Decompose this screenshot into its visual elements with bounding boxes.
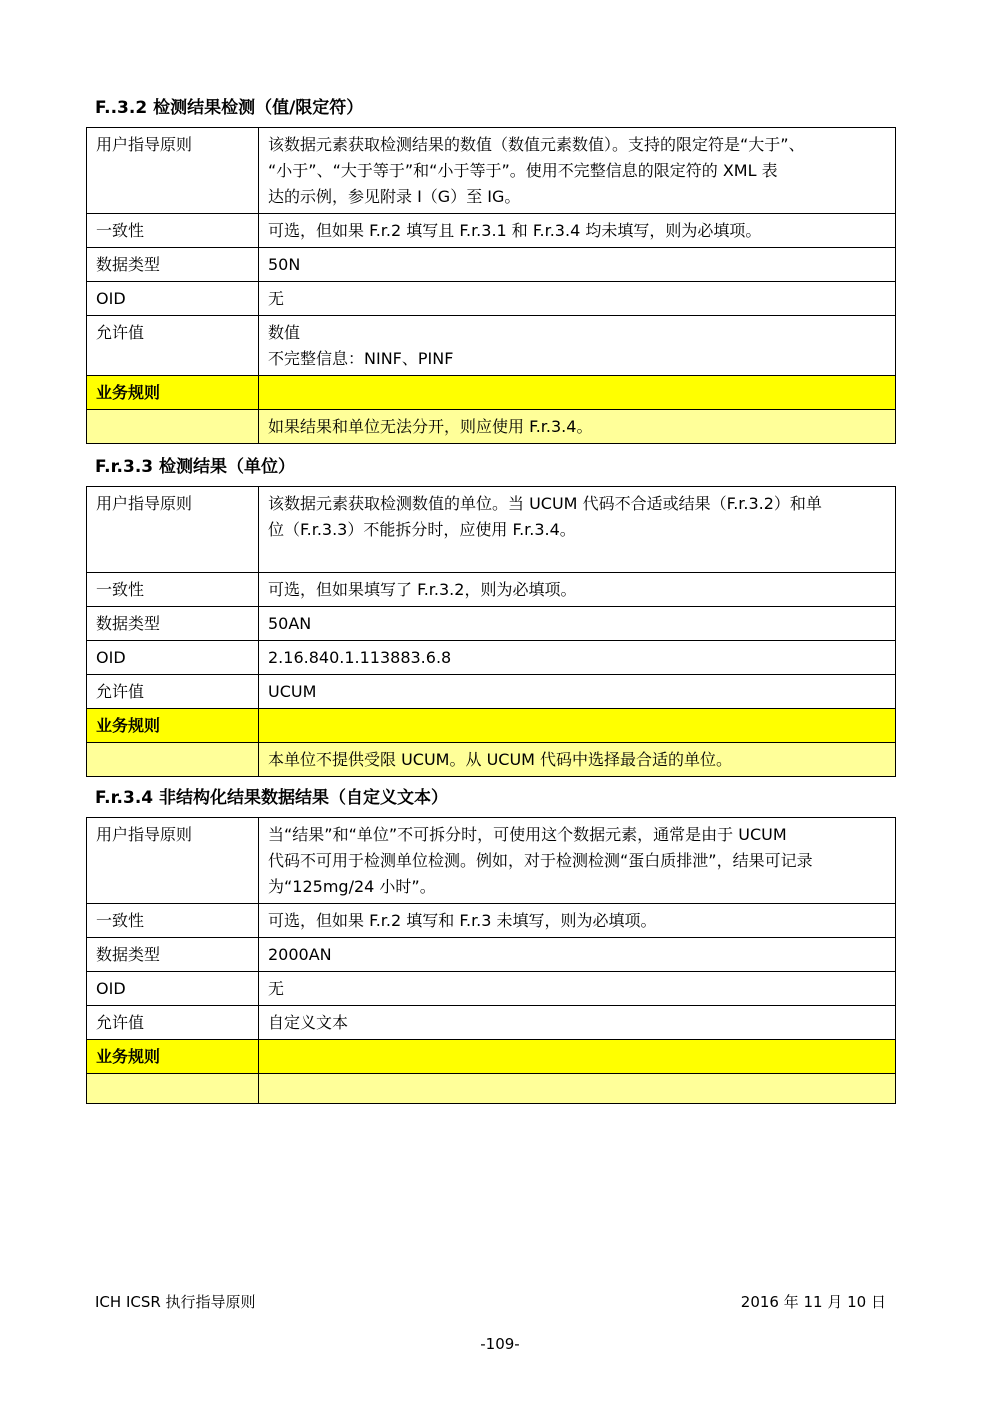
business-rules-empty-cell — [87, 743, 259, 777]
section-f-r-3-4 — [86, 784, 895, 1104]
value-line: 代码不可用于检测单位检测。例如，对于检测检测“蛋白质排泄”，结果可记录 — [268, 851, 813, 870]
row-value: 2000AN — [259, 938, 896, 972]
row-value: 自定义文本 — [259, 1006, 896, 1040]
row-value — [259, 128, 896, 214]
row-value — [259, 818, 896, 904]
section-f-r-3-3 — [86, 453, 895, 777]
row-value — [259, 316, 896, 376]
value-line: 数值 — [268, 323, 301, 342]
table-row-conformance — [87, 904, 896, 938]
page-number: -109- — [480, 1335, 520, 1353]
business-rules-label: 业务规则 — [87, 709, 259, 743]
row-label: 一致性 — [87, 573, 259, 607]
row-value — [259, 487, 896, 573]
section-heading: F..3.2 检测结果检测（值/限定符） — [95, 98, 364, 118]
business-rules-header — [87, 1040, 896, 1074]
row-label: 用户指导原则 — [87, 818, 259, 904]
table-row-guidance — [87, 818, 896, 904]
business-rules-row — [87, 410, 896, 444]
table-row-datatype — [87, 938, 896, 972]
row-value: 可选，但如果 F.r.2 填写和 F.r.3 未填写，则为必填项。 — [259, 904, 896, 938]
row-label: 允许值 — [87, 316, 259, 376]
row-value: UCUM — [259, 675, 896, 709]
table-row-oid — [87, 641, 896, 675]
row-value: 50AN — [259, 607, 896, 641]
row-label: OID — [87, 282, 259, 316]
definition-table — [86, 127, 896, 444]
footer-left-title: ICH ICSR 执行指导原则 — [95, 1293, 256, 1311]
value-line: 当“结果”和“单位”不可拆分时，可使用这个数据元素，通常是由于 UCUM — [268, 825, 787, 844]
table-row-datatype — [87, 248, 896, 282]
business-rules-header-cell — [259, 376, 896, 410]
footer-date: 2016 年 11 月 10 日 — [740, 1293, 886, 1311]
value-line: 该数据元素获取检测数值的单位。当 UCUM 代码不合适或结果（F.r.3.2）和单 — [268, 494, 822, 513]
row-value: 无 — [259, 282, 896, 316]
section-heading: F.r.3.3 检测结果（单位） — [95, 457, 296, 477]
row-label: 允许值 — [87, 675, 259, 709]
row-label: 允许值 — [87, 1006, 259, 1040]
section-f-r-3-2 — [86, 94, 895, 444]
value-line: 达的示例，参见附录 I（G）至 IG。 — [268, 187, 521, 206]
row-label: 用户指导原则 — [87, 128, 259, 214]
business-rules-row — [87, 743, 896, 777]
row-label: 数据类型 — [87, 938, 259, 972]
row-value: 可选，但如果填写了 F.r.3.2，则为必填项。 — [259, 573, 896, 607]
business-rules-text — [259, 1074, 896, 1104]
row-value: 50N — [259, 248, 896, 282]
business-rules-header-cell — [259, 709, 896, 743]
table-row-datatype — [87, 607, 896, 641]
row-label: OID — [87, 972, 259, 1006]
value-line: 位（F.r.3.3）不能拆分时，应使用 F.r.3.4。 — [268, 520, 576, 539]
table-row-conformance — [87, 214, 896, 248]
table-row-allowed-values — [87, 675, 896, 709]
definition-table — [86, 486, 896, 777]
table-row-allowed-values — [87, 1006, 896, 1040]
row-label: OID — [87, 641, 259, 675]
business-rules-text: 本单位不提供受限 UCUM。从 UCUM 代码中选择最合适的单位。 — [259, 743, 896, 777]
row-value: 可选，但如果 F.r.2 填写且 F.r.3.1 和 F.r.3.4 均未填写，则为必填项。 — [259, 214, 896, 248]
business-rules-header — [87, 709, 896, 743]
business-rules-text: 如果结果和单位无法分开，则应使用 F.r.3.4。 — [259, 410, 896, 444]
table-row-guidance — [87, 128, 896, 214]
row-value: 无 — [259, 972, 896, 1006]
business-rules-header — [87, 376, 896, 410]
table-row-conformance — [87, 573, 896, 607]
business-rules-label: 业务规则 — [87, 1040, 259, 1074]
table-row-oid — [87, 282, 896, 316]
value-line: 该数据元素获取检测结果的数值（数值元素数值）。支持的限定符是“大于”、 — [268, 135, 805, 154]
business-rules-empty-cell — [87, 1074, 259, 1104]
definition-table — [86, 817, 896, 1104]
section-heading: F.r.3.4 非结构化结果数据结果（自定义文本） — [95, 788, 449, 808]
row-label: 数据类型 — [87, 607, 259, 641]
value-line: 不完整信息：NINF、PINF — [268, 349, 454, 368]
business-rules-header-cell — [259, 1040, 896, 1074]
row-label: 数据类型 — [87, 248, 259, 282]
business-rules-label: 业务规则 — [87, 376, 259, 410]
value-line: 为“125mg/24 小时”。 — [268, 877, 436, 896]
table-row-allowed-values — [87, 316, 896, 376]
row-label: 一致性 — [87, 214, 259, 248]
row-label: 一致性 — [87, 904, 259, 938]
value-line: “小于”、“大于等于”和“小于等于”。使用不完整信息的限定符的 XML 表 — [268, 161, 778, 180]
table-row-oid — [87, 972, 896, 1006]
row-value: 2.16.840.1.113883.6.8 — [259, 641, 896, 675]
business-rules-row — [87, 1074, 896, 1104]
table-row-guidance — [87, 487, 896, 573]
business-rules-empty-cell — [87, 410, 259, 444]
row-label: 用户指导原则 — [87, 487, 259, 573]
